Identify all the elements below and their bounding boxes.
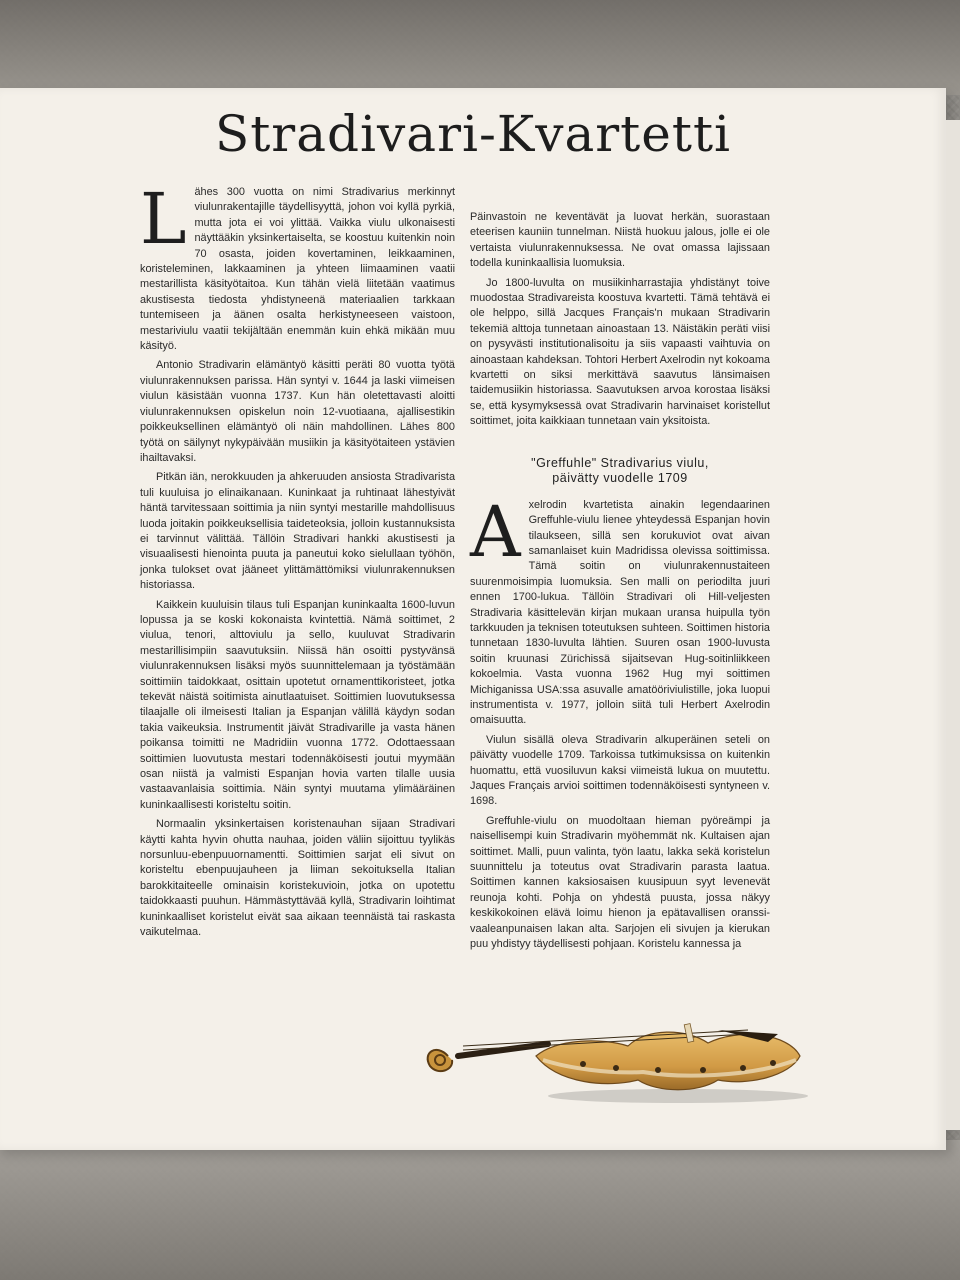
dropcap-a: A — [470, 490, 521, 573]
violin-illustration — [418, 998, 818, 1108]
subheading-line-2: päivätty vuodelle 1709 — [552, 470, 688, 485]
rug-background-bottom — [0, 1140, 960, 1280]
paragraph: ähes 300 vuotta on nimi Stradivarius merkinnyt viulunrakentajille täydellisyyttä, johon voi kyllä pyrkiä, mutta jota ei voi ylittää. Vaikka viulu ulkonaisesti näyttääkin yksinkertaiselta, se koostuu kuitenkin noin 70 osasta, joiden kovertaminen, leikkaaminen, koristeleminen, lakkaaminen ja yhteen liimaaminen vaatii mestarillista käsityötaitoa. Kun tähän vielä liitetään vaatimus akustisesta tiedosta yhdistyneenä materiaalien tarkkaan tuntemiseen ja äänen osalta herkistyneeseen vaistoon, mestariviulu vaatii tekijältään enemmän kuin ehkä mikään muu käsityö. — [140, 186, 455, 353]
paragraph: xelrodin kvartetista ainakin legendaarinen Greffuhle-viulu lienee yhteydessä Espanjan hovin tilaukseen, sillä sen korukuviot ovat aivan samanlaiset kuin Madridissa olevissa soittimissa. Tämä soitin on viulunrakennustaiteen suurenmoisimpia luomuksia. Sen malli on periodilta juuri ennen 1700-lukua. Tällöin Stradivari oli Hill-veljesten Stradivaria käsittelevän kirjan mukaan uransa huipulla työn tarkkuuden ja teknisen toteutuksen suhteen. Soittimen historia tunnetaan 1830-luvulta lähtien. Suuren osan 1900-luvusta soitin kruunasi Zürichissä sijaitsevan Hug-soitinliikkeen kokoelmia. Vasta vuonna 1962 Hug myi soittimen Michiganissa USA:ssa asuvalle amatööriviulistille, joka luopui instrumentista v. 1977, jolloin siitä tuli Herbert Axelrodin omaisuutta. — [470, 498, 770, 727]
paragraph: Päinvastoin ne keventävät ja luovat herkän, suorastaan eteerisen kauniin tunnelman. Niistä huokuu jalous, jolle ei ole vertaista viulunrakennuksessa. Ne ovat omassa lajissaan todella kuninkaallisia luomuksia. — [470, 211, 770, 270]
paragraph: Kaikkein kuuluisin tilaus tuli Espanjan kuninkaalta 1600-luvun lopussa ja se koski kokonaista kvintettiä. Nämä soittimet, 2 viulua, tenori, alttoviulu ja sello, kuuluvat Stradivarin mestarillisimpiin saavutuksiin. Niissä hän osoitti pystyvänsä viulunrakennuksen lisäksi myös suunnittelemaan ja työstämään soittimiin taidokkaat, osittain upotetut ornamenttikoristeet, jotka tekevät näistä soitimista ainutlaatuiset. Soittimien luovutuksessa tilaajalle oli ilmeisesti Italian ja Espanjan välillä käydyn sodan takia vaikeuksia. Instrumentit jäivät Stradivarille ja vasta hänen poikansa toimitti ne Madridiin vuonna 1772. Odottaessaan soittimien luovutusta mestari todennäköisesti joutui myymään osan niistä ja valmisti Espanjan hovia varten tilalle uusia vastaavanlaisia soittimia. Näin syntyi muutama ylimääräinen kuninkaallisesti koristeltu soitin. — [140, 598, 455, 811]
rug-background-top — [0, 0, 960, 95]
left-column — [140, 178, 455, 945]
paragraph: Pitkän iän, nerokkuuden ja ahkeruuden ansiosta Stradivarista tuli kuuluisa jo elinaikanaan. Kuninkaat ja ruhtinaat lähestyivät häntä tarvitessaan soittimia ja niin syntyi mestarille mahdollisuus luoda joitakin poikkeuksellisia taideteoksia, jolloin kustannuksista ei tarvinnut välittää. Tällöin Stradivari hankki akustisesti ja visuaalisesti hienointa puuta ja paneutui koko sielullaan työhön, jonka tulokset ovat jääneet ylittämättömiksi viulunrakennuksen historiassa. — [140, 471, 455, 592]
subheading-line-1: "Greffuhle" Stradivarius viulu, — [531, 455, 709, 470]
paragraph: Jo 1800-luvulta on musiikinharrastajia yhdistänyt toive muodostaa Stradivareista koostuva kvartetti. Tämä tehtävä ei ole helppo, sillä Jacques Français'n mukaan Stradivarin tekemiä alttoja tunnetaan ainoastaan 13. Näistäkin peräti viisi on pysyvästi institutionalisoitu ja siis vapaasti vaihtuvia on ainoastaan kahdeksan. Tohtori Herbert Axelrodin nyt kokoama kvartetti on siksi merkittävä saavutus länsimaisen taidemusiikin historiassa. Saavutuksen arvoa korostaa lisäksi se, että kysymyksessä ovat Stradivarin harvinaiset koristellut soittimet, joita kaikkiaan tunnetaan vain yksitoista. — [470, 276, 770, 428]
paragraph: Viulun sisällä oleva Stradivarin alkuperäinen seteli on päivätty vuodelle 1709. Tarkoissa tutkimuksissa on kuitenkin huomattu, että vuosiluvun kaksi viimeistä lukua on muutettu. Jaques Français arvioi soittimen todennäköisesti syntyneen v. 1698. — [470, 733, 770, 808]
paragraph: Greffuhle-viulu on muodoltaan hieman pyöreämpi ja naisellisempi kuin Stradivarin myöhemmät nk. Kultaisen ajan soittimet. Malli, puun valinta, työn laatu, lakka sekä koristelun suunnittelu ja toteutus ovat Stradivarin parasta laatua. Soittimen kannen kaksiosaisen kuusipuun syyt levenevät reunoja kohti. Pohja on yhdestä puusta, jossa näkyy keskikokoinen elävä loimu hienon ja epätavallisen oranssi-vaaleanpunaisen lakan alta. Sarjojen eli sivujen ja kierukan puu yhdistyy täydellisesti pohjaan. Koristelu kannessa ja — [470, 814, 770, 951]
section-subheading — [470, 456, 770, 486]
dropcap-l: L — [140, 178, 187, 260]
paragraph: Normaalin yksinkertaisen koristenauhan sijaan Stradivari käytti kahta hyvin ohutta nauhaa, joiden väliin sijoittuu tyylikäs norsunluu-ebenpuuornamentti. Soittimien sarjat eli sivut on koristeltu ebenpuujauheen ja liiman sekoituksella Italian barokkitaiteelle ominaisin koristekuvioin, jotka on upotettu taidokkaasti puuhun. Hämmästyttävää kyllä, Stradivarin loihtimat kuninkaalliset koristelut eivät saa aikaan teennäistä tai raskasta vaikutelmaa. — [140, 818, 455, 939]
paragraph: Antonio Stradivarin elämäntyö käsitti peräti 80 vuotta työtä viulunrakennuksen parissa. Hän syntyi v. 1644 ja laski viimeisen viulun käsistään vuonna 1737. Kun hän oletettavasti aloitti viulunrakennuksen opiskelun noin 12-vuotiaana, ajallisestikin poikkeuksellinen elämäntyö oli näin mahdollinen. Lähes 800 työtä on säilynyt nykypäivään musiikin ja käsityötaiteen ystävien ihailtavaksi. — [140, 359, 455, 464]
page-title: Stradivari-Kvartetti — [214, 105, 732, 163]
right-column — [470, 210, 770, 956]
